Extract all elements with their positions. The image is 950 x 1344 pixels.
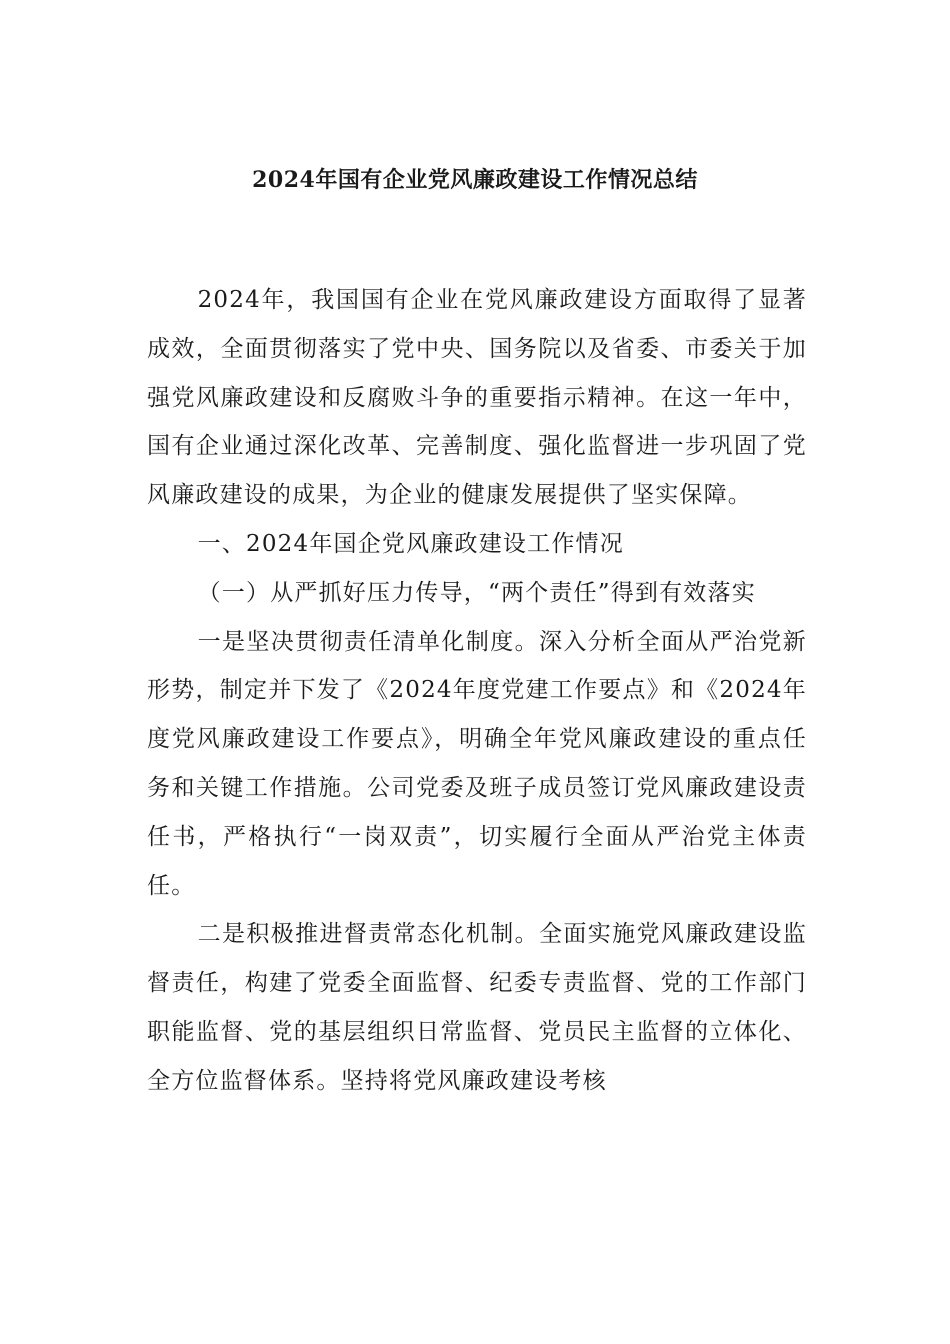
body-paragraph-1: 一是坚决贯彻责任清单化制度。深入分析全面从严治党新形势，制定并下发了《2024年度党建工作要点》和《2024年度党风廉政建设工作要点》，明确全年党风廉政建设的重点任务和关键工作措施。公司党委及班子成员签订党风廉政建设责任书，严格执行“一岗双责”，切实履行全面从严治党主体责任。 xyxy=(147,628,807,899)
body-paragraph-2: 二是积极推进督责常态化机制。全面实施党风廉政建设监督责任，构建了党委全面监督、纪委专责监督、党的工作部门职能监督、党的基层组织日常监督、党员民主监督的立体化、全方位监督体系。坚持将党风廉政建设考核 xyxy=(147,921,807,1094)
document-body xyxy=(147,276,807,1106)
document-title: 2024年国有企业党风廉政建设工作情况总结 xyxy=(252,167,698,193)
subsection-heading: （一）从严抓好压力传导，“两个责任”得到有效落实 xyxy=(197,579,756,606)
section-heading: 一、2024年国企党风廉政建设工作情况 xyxy=(197,530,624,557)
intro-paragraph: 2024年，我国国有企业在党风廉政建设方面取得了显著成效，全面贯彻落实了党中央、国务院以及省委、市委关于加强党风廉政建设和反腐败斗争的重要指示精神。在这一年中，国有企业通过深化改革、完善制度、强化监督进一步巩固了党风廉政建设的成果，为企业的健康发展提供了坚实保障。 xyxy=(147,287,807,509)
